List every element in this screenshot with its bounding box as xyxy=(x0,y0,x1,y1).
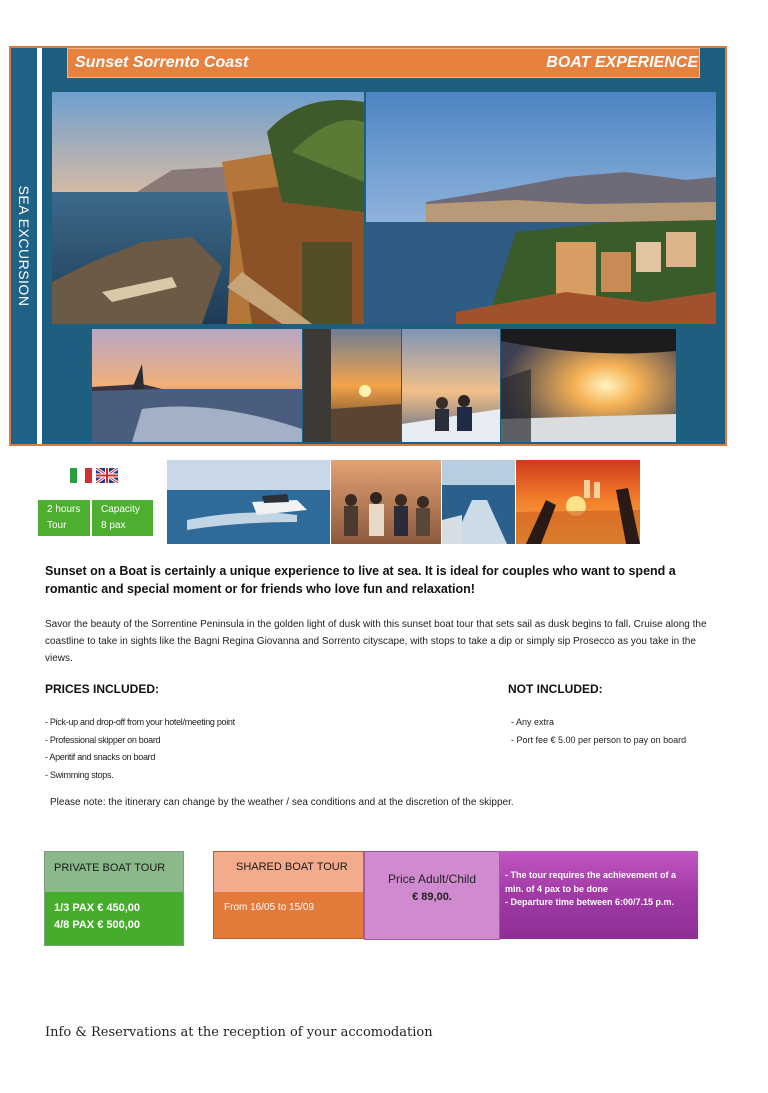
list-item: - Swimming stops. xyxy=(45,769,114,780)
private-price-large-group: 4/8 PAX € 500,00 xyxy=(54,919,141,931)
tour-title: Sunset Sorrento Coast xyxy=(75,54,249,71)
italian-flag-icon[interactable] xyxy=(70,468,92,483)
list-item: - Any extra xyxy=(511,717,555,727)
sea-excursion-label: SEA EXCURSION xyxy=(16,185,32,307)
intro-paragraph: Sunset on a Boat is certainly a unique experience to live at sea. It is ideal for couples who want to spend a romantic and special moment or for friends who love fun and relaxation! xyxy=(45,564,676,596)
prosecco-toast-sunset-photo xyxy=(516,460,640,544)
sorrento-cliff-marina-photo xyxy=(52,92,364,324)
list-item: - Aperitif and snacks on board xyxy=(45,752,156,762)
private-tour-title: PRIVATE BOAT TOUR xyxy=(54,862,166,874)
minimum-pax-requirement: - The tour requires the achievement of a min. of 4 pax to be done xyxy=(505,870,677,894)
list-item: - Port fee € 5.00 per person to pay on board xyxy=(511,734,687,745)
boat-deck-sunset-photo xyxy=(303,329,401,442)
included-list xyxy=(45,714,235,784)
friends-on-boat-sunset-photo xyxy=(331,460,441,544)
sailboat-sunset-wake-photo xyxy=(92,329,302,442)
excluded-heading: NOT INCLUDED: xyxy=(508,682,603,696)
speedboat-at-sea-photo xyxy=(167,460,330,544)
included-heading: PRICES INCLUDED: xyxy=(45,682,160,696)
english-flag-icon[interactable] xyxy=(96,468,118,483)
requirements-text xyxy=(505,869,693,910)
sidebar-divider xyxy=(37,48,42,444)
itinerary-note: Please note: the itinerary can change by the weather / sea conditions and at the discretion of the skipper. xyxy=(50,797,514,808)
adult-price-value: € 89,00. xyxy=(412,891,452,903)
boat-wake-photo xyxy=(442,460,515,544)
description-paragraph: Savor the beauty of the Sorrentine Peninsula in the golden light of dusk with this sunset boat tour that sets sail as dusk begins to fall. Cruise along the coastline to take in sights like the Bagni Regina Giovanna and Sorrento cityscape, with stops to take a dip or simply sip Prosecco as you take in the views. xyxy=(45,619,707,664)
couple-on-bow-sunset-photo xyxy=(402,329,500,442)
list-item: - Pick-up and drop-off from your hotel/meeting point xyxy=(45,717,235,727)
list-item: - Professional skipper on board xyxy=(45,734,161,745)
departure-time: - Departure time between 6:00/7.15 p.m. xyxy=(505,897,675,907)
duration-unit: Tour xyxy=(47,520,67,531)
sorrento-coast-town-photo xyxy=(366,92,716,324)
duration-value: 2 hours xyxy=(47,504,81,515)
capacity-badge xyxy=(92,500,153,536)
shared-tour-title: SHARED BOAT TOUR xyxy=(236,861,348,873)
private-price-small-group: 1/3 PAX € 450,00 xyxy=(54,902,141,914)
adult-price-label: Price Adult/Child xyxy=(387,872,477,886)
shared-tour-dates: From 16/05 to 15/09 xyxy=(224,902,315,913)
capacity-label: Capacity xyxy=(101,504,140,515)
duration-badge xyxy=(38,500,90,536)
experience-label: BOAT EXPERIENCE xyxy=(546,54,698,71)
capacity-value: 8 pax xyxy=(101,520,126,531)
excluded-list xyxy=(511,714,686,749)
reservation-footer: Info & Reservations at the reception of your accomodation xyxy=(45,1025,433,1040)
boat-canopy-sunset-photo xyxy=(501,329,676,442)
